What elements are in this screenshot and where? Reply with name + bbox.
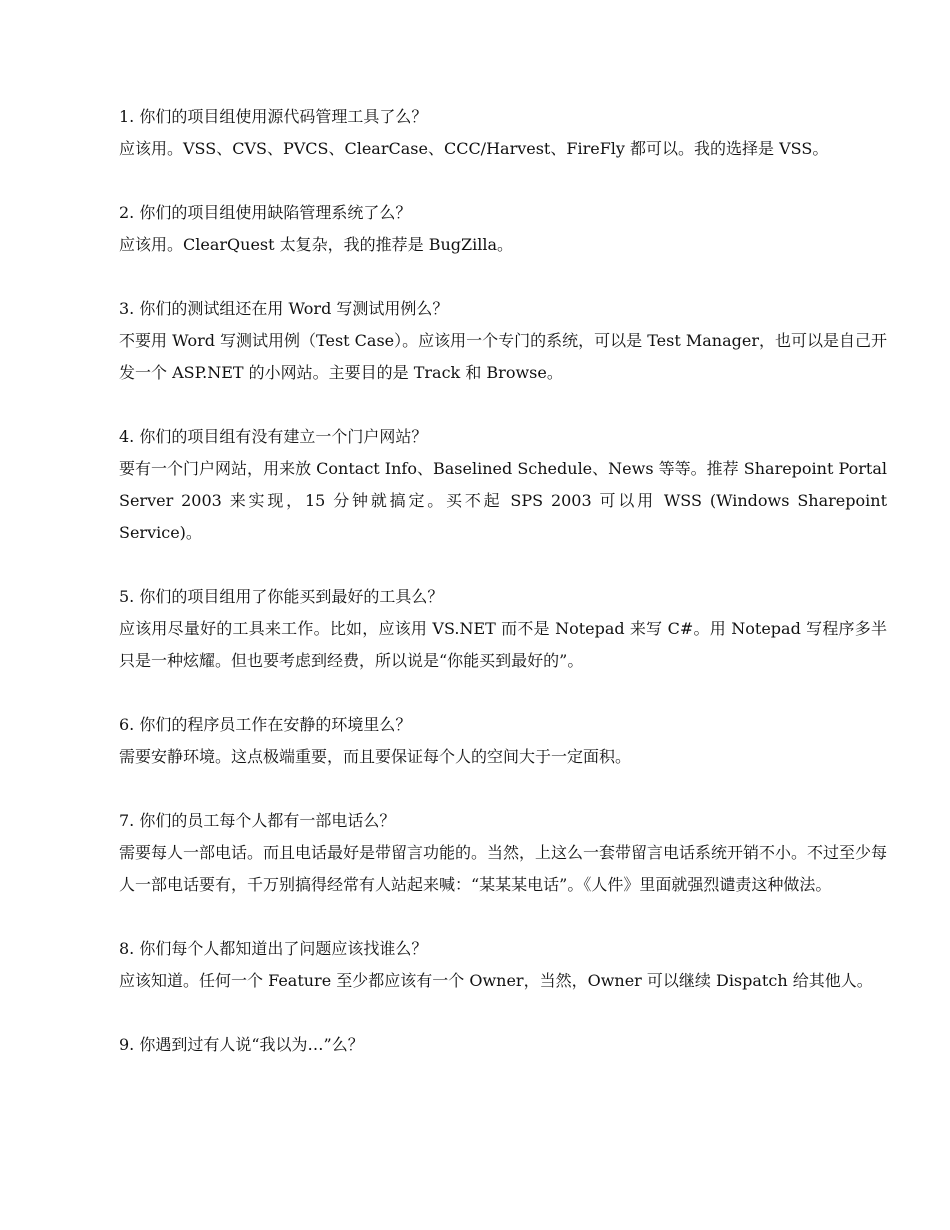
- question-1: 1. 你们的项目组使用源代码管理工具了么？: [119, 107, 428, 126]
- answer-1: 应该用。VSS、CVS、PVCS、ClearCase、CCC/Harvest、FireFly 都可以。我的选择是 VSS。: [119, 139, 829, 158]
- answer-4: 要有一个门户网站，用来放 Contact Info、Baselined Schedule、News 等等。推荐 Sharepoint Portal Server 2003 来实现，15 分钟就搞定。买不起 SPS 2003 可以用 WSS (Windows Sharepoint Service)。: [119, 459, 887, 542]
- answer-7: 需要每人一部电话。而且电话最好是带留言功能的。当然，上这么一套带留言电话系统开销不小。不过至少每人一部电话要有，千万别搞得经常有人站起来喊：“某某某电话”。《人件》里面就强烈谴责这种做法。: [119, 843, 888, 894]
- question-6: 6. 你们的程序员工作在安静的环境里么？: [119, 715, 412, 734]
- qa-item-7: [119, 805, 887, 901]
- question-2: 2. 你们的项目组使用缺陷管理系统了么？: [119, 203, 412, 222]
- qa-item-3: [119, 293, 887, 389]
- question-7: 7. 你们的员工每个人都有一部电话么？: [119, 811, 396, 830]
- qa-item-8: [119, 933, 887, 997]
- qa-item-1: [119, 101, 887, 165]
- qa-item-4: [119, 421, 887, 549]
- answer-2: 应该用。ClearQuest 太复杂，我的推荐是 BugZilla。: [119, 235, 514, 254]
- question-3: 3. 你们的测试组还在用 Word 写测试用例么？: [119, 299, 449, 318]
- qa-item-9: [119, 1029, 887, 1061]
- answer-3: 不要用 Word 写测试用例（Test Case）。应该用一个专门的系统，可以是 Test Manager，也可以是自己开发一个 ASP.NET 的小网站。主要目的是 Track 和 Browse。: [119, 331, 887, 382]
- answer-5: 应该用尽量好的工具来工作。比如，应该用 VS.NET 而不是 Notepad 来写 C#。用 Notepad 写程序多半只是一种炫耀。但也要考虑到经费，所以说是“你能买到最好的”。: [119, 619, 887, 670]
- answer-8: 应该知道。任何一个 Feature 至少都应该有一个 Owner，当然，Owner 可以继续 Dispatch 给其他人。: [119, 971, 873, 990]
- qa-item-6: [119, 709, 887, 773]
- qa-item-2: [119, 197, 887, 261]
- qa-item-5: [119, 581, 887, 677]
- question-8: 8. 你们每个人都知道出了问题应该找谁么？: [119, 939, 428, 958]
- question-4: 4. 你们的项目组有没有建立一个门户网站？: [119, 427, 428, 446]
- document-body: [119, 101, 887, 1093]
- answer-6: 需要安静环境。这点极端重要，而且要保证每个人的空间大于一定面积。: [119, 747, 632, 766]
- question-9: 9. 你遇到过有人说“我以为…”么？: [119, 1035, 364, 1054]
- question-5: 5. 你们的项目组用了你能买到最好的工具么？: [119, 587, 444, 606]
